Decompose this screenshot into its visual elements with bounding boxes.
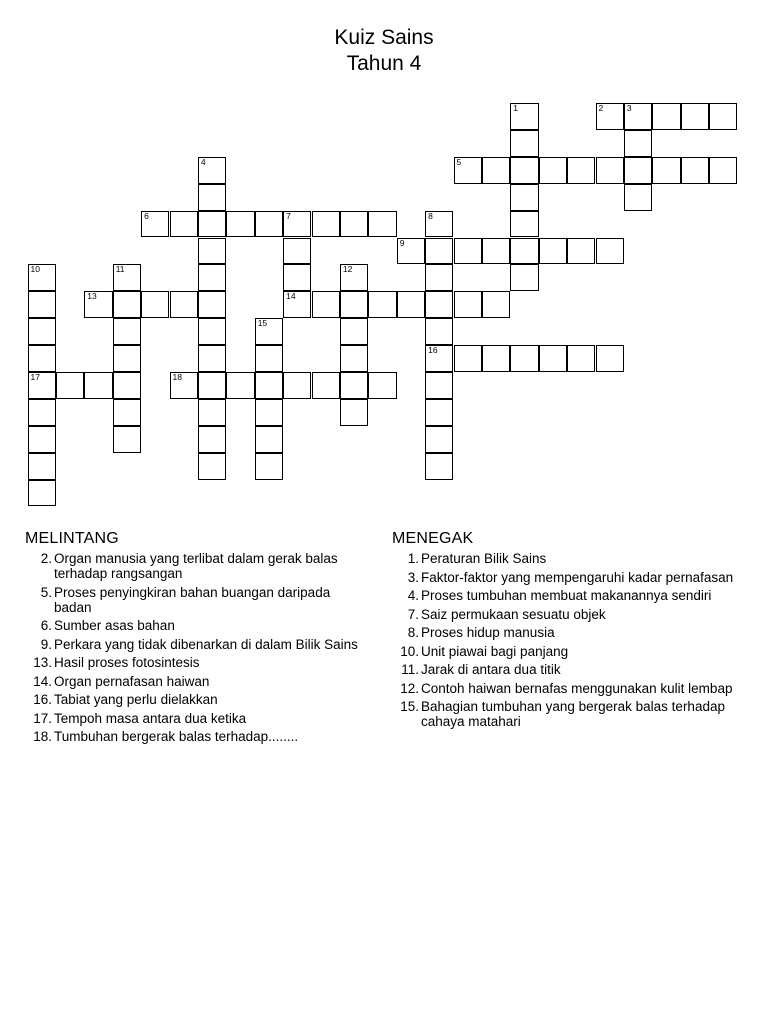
grid-cell[interactable] [198, 291, 226, 318]
across-heading: MELINTANG [25, 530, 119, 547]
grid-cell[interactable] [28, 480, 56, 507]
grid-cell[interactable] [283, 264, 311, 291]
clue-item [25, 711, 365, 726]
cell-number: 13 [87, 291, 97, 302]
clue-number: 12. [400, 680, 419, 696]
grid-cell[interactable] [510, 238, 538, 265]
grid-cell[interactable] [425, 426, 453, 453]
grid-cell[interactable] [624, 130, 652, 157]
cell-number: 14 [286, 291, 296, 302]
grid-cell[interactable] [510, 103, 538, 130]
clue-item [25, 618, 365, 633]
clue-number: 17. [33, 710, 52, 726]
grid-cell[interactable] [198, 345, 226, 372]
clue-number: 4. [407, 588, 419, 603]
clue-item [25, 655, 365, 670]
grid-cell[interactable] [198, 211, 226, 238]
down-clues [392, 530, 742, 733]
clue-number: 15. [400, 699, 419, 714]
grid-cell[interactable] [113, 318, 141, 345]
clue-number: 16. [33, 692, 52, 707]
grid-cell[interactable] [425, 211, 453, 238]
cell-number: 3 [626, 103, 632, 113]
clue-item [392, 681, 742, 696]
grid-cell[interactable] [482, 238, 510, 265]
grid-cell[interactable] [255, 426, 283, 453]
cell-number: 16 [428, 345, 438, 356]
grid-cell[interactable] [312, 372, 340, 399]
grid-cell[interactable] [425, 372, 453, 399]
clue-text: Hasil proses fotosintesis [54, 655, 200, 670]
grid-cell[interactable] [652, 157, 680, 184]
grid-cell[interactable] [141, 291, 169, 318]
grid-cell[interactable] [84, 291, 112, 318]
grid-cell[interactable] [198, 399, 226, 426]
grid-cell[interactable] [482, 291, 510, 318]
clue-item [392, 644, 742, 659]
grid-cell[interactable] [425, 264, 453, 291]
grid-cell[interactable] [84, 372, 112, 399]
grid-cell[interactable] [226, 211, 254, 238]
clue-number: 1. [407, 551, 419, 566]
grid-cell[interactable] [425, 238, 453, 265]
grid-cell[interactable] [425, 453, 453, 480]
grid-cell[interactable] [28, 453, 56, 480]
grid-cell[interactable] [255, 211, 283, 238]
clue-text: Tumbuhan bergerak balas terhadap........ [54, 729, 299, 744]
clue-text: Saiz permukaan sesuatu objek [421, 606, 606, 622]
grid-cell[interactable] [198, 318, 226, 345]
grid-cell[interactable] [283, 238, 311, 265]
grid-cell[interactable] [596, 157, 624, 184]
down-heading: MENEGAK [392, 530, 474, 547]
grid-cell[interactable] [397, 238, 425, 265]
grid-cell[interactable] [652, 103, 680, 130]
grid-cell[interactable] [198, 157, 226, 184]
grid-cell[interactable] [340, 291, 368, 318]
clue-item [25, 637, 365, 652]
grid-cell[interactable] [368, 291, 396, 318]
grid-cell[interactable] [482, 345, 510, 372]
grid-cell[interactable] [312, 291, 340, 318]
grid-cell[interactable] [425, 345, 453, 372]
grid-cell[interactable] [510, 345, 538, 372]
cell-number: 8 [428, 210, 433, 221]
grid-cell[interactable] [539, 238, 567, 265]
cell-number: 17 [30, 372, 40, 382]
grid-cell[interactable] [454, 238, 482, 265]
grid-cell[interactable] [340, 399, 368, 426]
cell-number: 18 [172, 372, 182, 382]
grid-cell[interactable] [510, 211, 538, 238]
grid-cell[interactable] [198, 372, 226, 399]
clue-item [392, 588, 742, 603]
grid-cell[interactable] [170, 291, 198, 318]
clue-text: Bahagian tumbuhan yang bergerak balas terhadap cahaya matahari [421, 699, 725, 729]
clue-item [392, 551, 742, 566]
grid-cell[interactable] [425, 291, 453, 318]
clue-number: 10. [400, 643, 419, 659]
clue-text: Proses penyingkiran bahan buangan daripada badan [54, 584, 331, 615]
clue-item [25, 585, 365, 615]
grid-cell[interactable] [170, 372, 198, 399]
clue-number: 5. [40, 584, 52, 600]
grid-cell[interactable] [198, 238, 226, 265]
clue-text: Proses hidup manusia [421, 625, 555, 640]
grid-cell[interactable] [283, 211, 311, 238]
grid-cell[interactable] [113, 345, 141, 372]
cell-number: 1 [513, 103, 519, 113]
clue-number: 8. [407, 625, 419, 640]
clue-text: Tempoh masa antara dua ketika [54, 710, 247, 726]
grid-cell[interactable] [198, 264, 226, 291]
clue-item [392, 699, 742, 729]
clue-text: Tabiat yang perlu dielakkan [54, 692, 218, 707]
grid-cell[interactable] [624, 103, 652, 130]
grid-cell[interactable] [28, 372, 56, 399]
clue-number: 9. [40, 636, 52, 652]
grid-cell[interactable] [340, 264, 368, 291]
clue-number: 6. [40, 618, 52, 633]
grid-cell[interactable] [454, 291, 482, 318]
grid-cell[interactable] [340, 345, 368, 372]
grid-cell[interactable] [283, 291, 311, 318]
clue-text: Jarak di antara dua titik [421, 662, 561, 677]
grid-cell[interactable] [681, 103, 709, 130]
grid-cell[interactable] [340, 372, 368, 399]
clue-item [25, 692, 365, 707]
grid-cell[interactable] [510, 157, 538, 184]
cell-number: 12 [342, 264, 353, 275]
grid-cell[interactable] [255, 345, 283, 372]
across-clues [25, 530, 365, 748]
grid-cell[interactable] [198, 426, 226, 453]
grid-cell[interactable] [141, 211, 169, 238]
cell-number: 9 [399, 237, 405, 248]
grid-cell[interactable] [255, 399, 283, 426]
clue-number: 11. [401, 662, 419, 677]
clue-text: Sumber asas bahan [54, 618, 175, 633]
grid-cell[interactable] [113, 399, 141, 426]
quiz-subtitle: Tahun 4 [346, 52, 422, 75]
cell-number: 6 [144, 210, 149, 221]
grid-cell[interactable] [624, 157, 652, 184]
clue-item [392, 570, 742, 585]
grid-cell[interactable] [56, 372, 84, 399]
clue-text: Proses tumbuhan membuat makanannya sendiri [421, 588, 712, 603]
grid-cell[interactable] [596, 103, 624, 130]
grid-cell[interactable] [28, 426, 56, 453]
grid-cell[interactable] [312, 211, 340, 238]
clue-text: Unit piawai bagi panjang [421, 643, 569, 659]
grid-cell[interactable] [368, 372, 396, 399]
grid-cell[interactable] [198, 184, 226, 211]
grid-cell[interactable] [340, 211, 368, 238]
grid-cell[interactable] [454, 157, 482, 184]
grid-cell[interactable] [510, 184, 538, 211]
grid-cell[interactable] [368, 211, 396, 238]
cell-number: 15 [257, 318, 268, 329]
quiz-title: Kuiz Sains [334, 26, 434, 49]
grid-cell[interactable] [510, 130, 538, 157]
clue-number: 13. [33, 655, 52, 670]
grid-cell[interactable] [709, 103, 737, 130]
grid-cell[interactable] [624, 184, 652, 211]
cell-number: 2 [598, 103, 604, 113]
clue-item [392, 662, 742, 677]
grid-cell[interactable] [28, 291, 56, 318]
clue-text: Contoh haiwan bernafas menggunakan kulit lembap [421, 680, 733, 696]
clue-number: 14. [33, 673, 52, 689]
grid-cell[interactable] [28, 264, 56, 291]
grid-cell[interactable] [510, 264, 538, 291]
grid-cell[interactable] [397, 291, 425, 318]
clue-number: 7. [407, 606, 419, 622]
clue-item [392, 625, 742, 640]
grid-cell[interactable] [28, 318, 56, 345]
clue-number: 2. [40, 551, 52, 566]
cell-number: 11 [115, 264, 125, 275]
clue-number: 3. [407, 569, 419, 585]
clue-text: Peraturan Bilik Sains [421, 551, 547, 566]
cell-number: 5 [456, 156, 462, 167]
clue-text: Faktor-faktor yang mempengaruhi kadar pernafasan [421, 569, 734, 585]
grid-cell[interactable] [596, 238, 624, 265]
clue-text: Perkara yang tidak dibenarkan di dalam Bilik Sains [54, 636, 358, 652]
grid-cell[interactable] [425, 399, 453, 426]
grid-cell[interactable] [340, 318, 368, 345]
grid-cell[interactable] [482, 157, 510, 184]
grid-cell[interactable] [539, 345, 567, 372]
grid-cell[interactable] [539, 157, 567, 184]
grid-cell[interactable] [255, 372, 283, 399]
cell-number: 4 [200, 156, 206, 167]
grid-cell[interactable] [113, 372, 141, 399]
grid-cell[interactable] [709, 157, 737, 184]
grid-cell[interactable] [255, 318, 283, 345]
grid-cell[interactable] [681, 157, 709, 184]
clue-text: Organ manusia yang terlibat dalam gerak balas terhadap rangsangan [54, 551, 338, 581]
grid-cell[interactable] [28, 399, 56, 426]
grid-cell[interactable] [198, 453, 226, 480]
grid-cell[interactable] [567, 157, 595, 184]
grid-cell[interactable] [454, 345, 482, 372]
grid-cell[interactable] [113, 291, 141, 318]
clue-text: Organ pernafasan haiwan [54, 673, 210, 689]
cell-number: 7 [286, 210, 291, 221]
clue-item [25, 729, 365, 744]
grid-cell[interactable] [28, 345, 56, 372]
grid-cell[interactable] [596, 345, 624, 372]
grid-cell[interactable] [113, 426, 141, 453]
grid-cell[interactable] [283, 372, 311, 399]
grid-cell[interactable] [567, 345, 595, 372]
grid-cell[interactable] [255, 453, 283, 480]
clue-item [25, 551, 365, 581]
clue-number: 18. [33, 729, 52, 744]
clue-item [392, 607, 742, 622]
grid-cell[interactable] [425, 318, 453, 345]
cell-number: 10 [30, 264, 40, 275]
grid-cell[interactable] [226, 372, 254, 399]
grid-cell[interactable] [113, 264, 141, 291]
grid-cell[interactable] [170, 211, 198, 238]
grid-cell[interactable] [567, 238, 595, 265]
clue-item [25, 674, 365, 689]
